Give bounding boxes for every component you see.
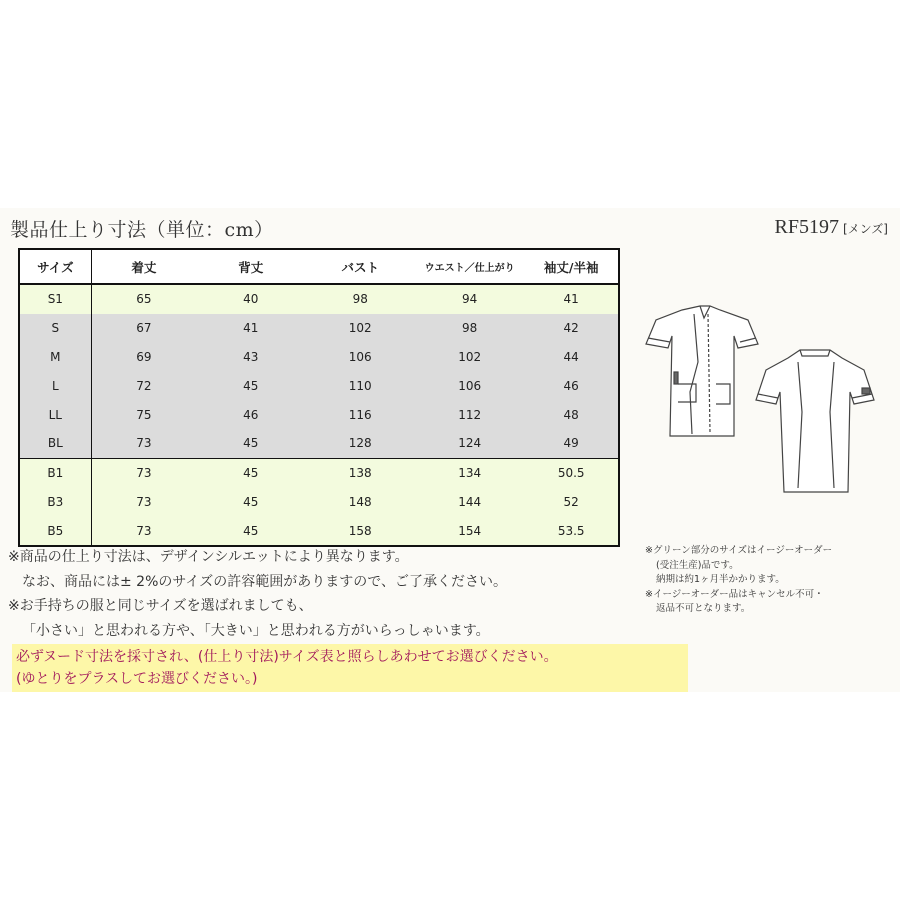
side-note-line: 返品不可となります。 [656, 603, 751, 614]
col-header-waist: ウエスト／仕上がり [415, 249, 524, 284]
measure-cell: 158 [305, 516, 414, 546]
measure-cell: 98 [415, 314, 524, 343]
col-header-size: サイズ [19, 249, 91, 284]
page-title: 製品仕上り寸法（単位：cm） [10, 219, 274, 241]
measure-cell: 106 [415, 371, 524, 400]
side-note-line: 納期は約1ヶ月半かかります。 [656, 574, 785, 585]
measure-cell: 45 [196, 516, 305, 546]
measure-cell: 73 [91, 516, 196, 546]
measure-cell: 102 [415, 343, 524, 372]
note-line: なお、商品には± 2%のサイズの許容範囲がありますので、ご了承ください。 [22, 573, 507, 590]
measure-cell: 98 [305, 284, 414, 314]
size-cell: LL [19, 400, 91, 429]
measure-cell: 73 [91, 458, 196, 487]
measure-cell: 110 [305, 371, 414, 400]
col-header-length: 着丈 [91, 249, 196, 284]
table-row [19, 488, 619, 517]
size-cell: M [19, 343, 91, 372]
measure-cell: 144 [415, 488, 524, 517]
measure-cell: 52 [524, 488, 619, 517]
measure-cell: 48 [524, 400, 619, 429]
highlighted-advice [12, 644, 688, 692]
measure-cell: 44 [524, 343, 619, 372]
measure-cell: 43 [196, 343, 305, 372]
measure-cell: 46 [196, 400, 305, 429]
table-row [19, 458, 619, 487]
highlight-line: (ゆとりをプラスしてお選びください。) [16, 671, 258, 687]
col-header-back: 背丈 [196, 249, 305, 284]
table-header-row [19, 249, 619, 284]
measure-cell: 128 [305, 429, 414, 458]
size-cell: BL [19, 429, 91, 458]
measure-cell: 112 [415, 400, 524, 429]
note-line: ※商品の仕上り寸法は、デザインシルエットにより異なります。 [8, 549, 409, 565]
measure-cell: 45 [196, 488, 305, 517]
table-body [19, 284, 619, 546]
note-line: ※お手持ちの服と同じサイズを選ばれましても、 [8, 598, 313, 614]
table-row [19, 429, 619, 458]
size-table [18, 248, 620, 547]
measure-cell: 40 [196, 284, 305, 314]
size-cell: B1 [19, 458, 91, 487]
side-note-line: (受注生産)品です。 [656, 559, 739, 571]
col-header-bust: バスト [305, 249, 414, 284]
measure-cell: 50.5 [524, 458, 619, 487]
measure-cell: 49 [524, 429, 619, 458]
measure-cell: 53.5 [524, 516, 619, 546]
garment-illustration [638, 292, 888, 506]
measure-cell: 124 [415, 429, 524, 458]
easy-order-notes [645, 544, 832, 617]
size-cell: S [19, 314, 91, 343]
measure-cell: 116 [305, 400, 414, 429]
measure-cell: 45 [196, 429, 305, 458]
col-header-sleeve: 袖丈/半袖 [524, 249, 619, 284]
measure-cell: 41 [524, 284, 619, 314]
measure-cell: 138 [305, 458, 414, 487]
size-notes [8, 545, 507, 643]
measure-cell: 134 [415, 458, 524, 487]
measure-cell: 45 [196, 458, 305, 487]
table-row [19, 284, 619, 314]
measure-cell: 67 [91, 314, 196, 343]
measure-cell: 75 [91, 400, 196, 429]
model-label: [メンズ] [842, 222, 888, 236]
measure-cell: 148 [305, 488, 414, 517]
measure-cell: 73 [91, 488, 196, 517]
model-number [775, 216, 888, 239]
measure-cell: 102 [305, 314, 414, 343]
measure-cell: 94 [415, 284, 524, 314]
size-cell: B3 [19, 488, 91, 517]
jacket-drawing-icon [638, 292, 888, 502]
note-line: 「小さい」と思われる方や、「大きい」と思われる方がいらっしゃいます。 [22, 622, 490, 639]
table-row [19, 516, 619, 546]
measure-cell: 69 [91, 343, 196, 372]
highlight-line: 必ずヌード寸法を採寸され、(仕上り寸法)サイズ表と照らしあわせてお選びください。 [16, 649, 558, 665]
table-row [19, 343, 619, 372]
measure-cell: 46 [524, 371, 619, 400]
model-code: RF5197 [774, 216, 839, 238]
measure-cell: 41 [196, 314, 305, 343]
measure-cell: 65 [91, 284, 196, 314]
size-cell: B5 [19, 516, 91, 546]
table-row [19, 371, 619, 400]
measure-cell: 106 [305, 343, 414, 372]
measure-cell: 154 [415, 516, 524, 546]
measure-cell: 73 [91, 429, 196, 458]
side-note-line: ※グリーン部分のサイズはイージーオーダー [645, 545, 833, 556]
table-row [19, 400, 619, 429]
table-row [19, 314, 619, 343]
size-cell: L [19, 371, 91, 400]
side-note-line: ※イージーオーダー品はキャンセル不可・ [645, 588, 824, 600]
measure-cell: 72 [91, 371, 196, 400]
measure-cell: 42 [524, 314, 619, 343]
measure-cell: 45 [196, 371, 305, 400]
size-cell: S1 [19, 284, 91, 314]
